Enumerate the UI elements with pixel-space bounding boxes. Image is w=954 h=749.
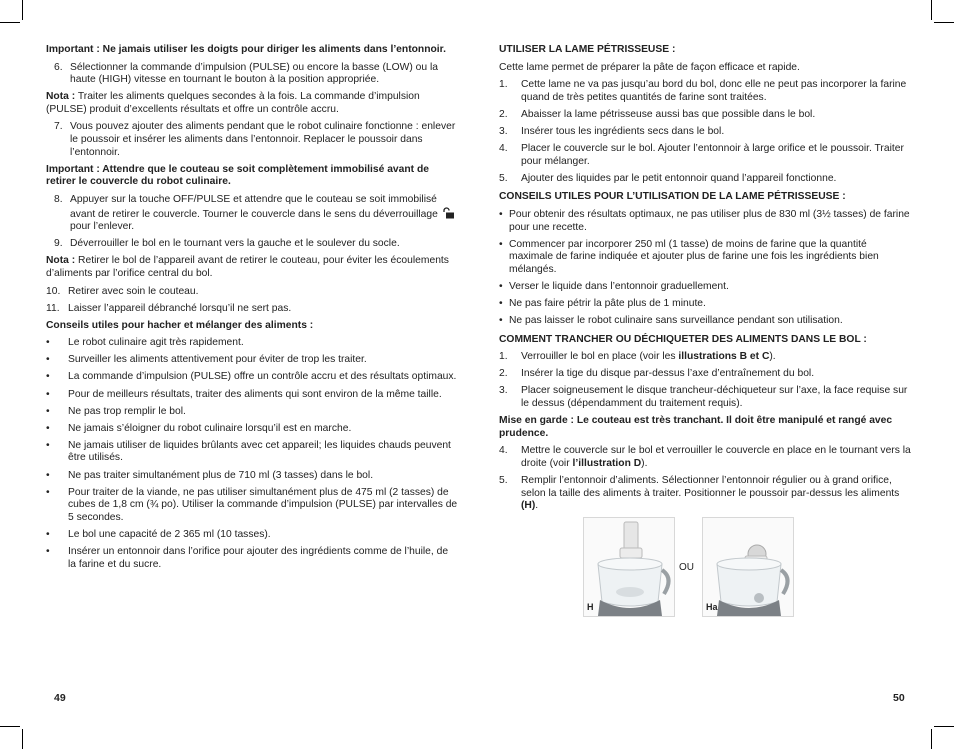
step-2: [499, 109, 911, 122]
step-ref: l’illustration D: [572, 457, 642, 469]
list-item: [46, 406, 458, 419]
bullet: •: [499, 298, 503, 309]
list-item-text: Le bol une capacité de 2 365 ml (10 tasses).: [68, 528, 271, 540]
step-number: 3.: [499, 385, 508, 397]
step-9: [46, 238, 458, 251]
list-item: [46, 529, 458, 542]
list-item-text: Ne pas laisser le robot culinaire sans surveillance pendant son utilisation.: [509, 315, 843, 327]
note-bowl: [46, 255, 458, 280]
step-text: Vous pouvez ajouter des aliments pendant que le robot culinaire fonctionne : enlever le poussoir et insérer les aliments dans l’entonnoir. Replacer le poussoir dans l’entonnoir.: [70, 121, 456, 158]
step-number: 4.: [499, 143, 508, 155]
tips-list: [46, 337, 458, 571]
step-text: Appuyer sur la touche OFF/PULSE et attendre que le couteau se soit immobilisé avant de retirer le couvercle. Tourner le couvercle dans le sens du déverrouillage: [70, 193, 438, 220]
bullet: •: [46, 371, 50, 383]
step-8: [46, 194, 458, 234]
step-10: [46, 286, 458, 299]
list-item: [46, 337, 458, 350]
step-text: pour l’enlever.: [70, 221, 135, 233]
step-text: Sélectionner la commande d’impulsion (PULSE) ou encore la basse (LOW) ou la haute (HIGH) vitesse en tournant le bouton à la position appropriée.: [70, 61, 439, 86]
bullet: •: [499, 238, 503, 250]
right-page: [499, 44, 911, 627]
list-item: [46, 354, 458, 367]
bullet: •: [46, 486, 50, 498]
bullet: •: [46, 422, 50, 434]
note-text: Traiter les aliments quelques secondes à la fois. La commande d’impulsion (PULSE) produit d’excellents résultats et offre un contrôle accru.: [46, 91, 420, 115]
crop-mark: [931, 0, 932, 20]
list-item: [499, 209, 911, 234]
step-text: Ajouter des liquides par le petit entonnoir quand l’appareil fonctionne.: [521, 172, 837, 184]
intro-text: Cette lame permet de préparer la pâte de façon efficace et rapide.: [499, 61, 800, 73]
step-number: 5.: [499, 172, 508, 184]
list-item: [46, 487, 458, 525]
list-item-text: Ne jamais utiliser de liquides brûlants avec cet appareil; les liquides chauds peuvent être utilisés.: [68, 439, 451, 464]
list-item: [46, 371, 458, 384]
bullet: •: [46, 546, 50, 557]
bullet: •: [46, 337, 50, 349]
step-number: 10.: [46, 285, 61, 297]
step-number: 1.: [499, 79, 508, 91]
important-fingers: Important : Ne jamais utiliser les doigts pour diriger les aliments dans l’entonnoir.: [46, 44, 446, 55]
step-text: Déverrouiller le bol en le tournant vers la gauche et le soulever du socle.: [70, 238, 400, 250]
unlock-icon: [441, 207, 455, 219]
illustrations: [499, 517, 911, 627]
step-number: 1.: [499, 351, 508, 363]
list-item: [46, 423, 458, 436]
step-number: 2.: [499, 368, 508, 380]
page-number-right: 50: [893, 692, 905, 704]
step-5: [499, 475, 911, 513]
list-item-text: Verser le liquide dans l’entonnoir graduellement.: [509, 280, 729, 292]
step-1: [499, 79, 911, 104]
list-item-text: Pour traiter de la viande, ne pas utiliser simultanément plus de 475 ml (2 tasses) de cubes de 1,8 cm (¾ po). Utiliser la commande d’impulsion (PULSE) par intervalles de 5 secondes.: [68, 486, 458, 523]
illustration-h: [583, 517, 675, 617]
step-text: Insérer tous les ingrédients secs dans le bol.: [521, 125, 725, 137]
section-heading: COMMENT TRANCHER OU DÉCHIQUETER DES ALIMENTS DANS LE BOL :: [499, 333, 867, 345]
step-3: [499, 126, 911, 139]
step-5: [499, 173, 911, 186]
step-text: Abaisser la lame pétrisseuse aussi bas que possible dans le bol.: [521, 108, 816, 120]
list-item-text: La commande d’impulsion (PULSE) offre un contrôle accru et des résultats optimaux.: [68, 371, 457, 383]
step-number: 4.: [499, 445, 508, 457]
list-item: [499, 298, 911, 311]
step-text: .: [535, 500, 539, 512]
bullet: •: [46, 469, 50, 481]
step-number: 6.: [54, 61, 63, 73]
list-item-text: Le robot culinaire agit très rapidement.: [68, 337, 244, 349]
list-item: [499, 315, 911, 328]
list-item-text: Commencer par incorporer 250 ml (1 tasse) de moins de farine que la quantité maximale de farine indiquée et ajouter plus de farine une fois les ingrédients bien mélangés.: [509, 238, 879, 275]
step-text: ).: [769, 351, 776, 363]
list-item-text: Ne jamais s’éloigner du robot culinaire lorsqu’il est en marche.: [68, 422, 352, 434]
step-text: Remplir l’entonnoir d’aliments. Sélectionner l’entonnoir régulier ou à grand orifice, selon la taille des aliments à traiter. Positionner le poussoir par-dessus les aliments: [521, 475, 900, 499]
step-ref: illustrations B et C: [678, 351, 770, 363]
bullet: •: [46, 354, 50, 366]
crop-mark: [0, 726, 20, 727]
list-item: [46, 546, 458, 571]
list-item: [46, 389, 458, 402]
list-item: [46, 470, 458, 483]
list-item-text: Surveiller les aliments attentivement pour éviter de trop les traiter.: [68, 354, 367, 366]
list-item-text: Ne pas trop remplir le bol.: [68, 405, 186, 417]
food-processor-illustration: [584, 518, 675, 617]
list-item-text: Ne pas traiter simultanément plus de 710 ml (3 tasses) dans le bol.: [68, 469, 374, 481]
bullet: •: [46, 528, 50, 540]
crop-mark: [22, 0, 23, 20]
list-item-text: Pour de meilleurs résultats, traiter des aliments qui sont environ de la même taille.: [68, 388, 442, 400]
step-text: Mettre le couvercle sur le bol et verrouiller le couvercle en place en le tournant vers la droite (voir: [521, 445, 911, 469]
step-3: [499, 385, 911, 410]
note-label: Nota :: [46, 91, 76, 103]
section-heading: CONSEILS UTILES POUR L’UTILISATION DE LA LAME PÉTRISSEUSE :: [499, 191, 846, 203]
list-item-text: Ne pas faire pétrir la pâte plus de 1 minute.: [509, 298, 706, 309]
bullet: •: [46, 405, 50, 417]
step-4: [499, 143, 911, 168]
dough-steps: [499, 79, 911, 185]
important-wait: Important : Attendre que le couteau se soit complètement immobilisé avant de retirer le couvercle du robot culinaire.: [46, 163, 429, 188]
bullet: •: [46, 388, 50, 400]
step-number: 8.: [54, 193, 63, 205]
list-item-text: Insérer un entonnoir dans l’orifice pour ajouter des ingrédients comme de l’huile, de la farine et du sucre.: [68, 546, 449, 570]
bullet: •: [499, 315, 503, 327]
page-number-left: 49: [54, 692, 66, 704]
left-page: [46, 44, 458, 576]
bullet: •: [46, 439, 50, 451]
step-number: 7.: [54, 121, 63, 133]
step-text: Verrouiller le bol en place (voir les: [521, 351, 676, 363]
crop-mark: [934, 726, 954, 727]
step-text: ).: [641, 457, 648, 469]
dough-tips-list: [499, 209, 911, 328]
bullet: •: [499, 280, 503, 292]
step-number: 11.: [46, 302, 60, 314]
list-item: [499, 239, 911, 277]
step-number: 3.: [499, 125, 508, 137]
step-text: Placer soigneusement le disque trancheur-déchiqueteur sur l’axe, la face requise sur le dessus (dépendamment du traitement requis).: [521, 385, 908, 410]
illustration-label: H: [587, 601, 594, 612]
note-label: Nota :: [46, 255, 76, 267]
step-text: Insérer la tige du disque par-dessus l’axe d’entraînement du bol.: [521, 368, 815, 380]
crop-mark: [934, 22, 954, 23]
list-item: [46, 440, 458, 465]
step-2: [499, 368, 911, 381]
note-pulse: [46, 91, 458, 116]
illustration-label: Ha: [706, 601, 718, 612]
bullet: •: [499, 208, 503, 220]
step-text: Laisser l’appareil débranché lorsqu’il ne sert pas.: [68, 302, 292, 314]
step-text: Retirer avec soin le couteau.: [68, 285, 199, 297]
note-text: Retirer le bol de l’appareil avant de retirer le couteau, pour éviter les écoulements d’aliments par l’orifice central du bol.: [46, 255, 449, 279]
step-text: Placer le couvercle sur le bol. Ajouter l’entonnoir à large orifice et le poussoir. Traiter pour mélanger.: [521, 143, 904, 167]
step-number: 2.: [499, 108, 508, 120]
tips-heading: Conseils utiles pour hacher et mélanger des aliments :: [46, 319, 314, 331]
step-4: [499, 445, 911, 470]
warning-text: Mise en garde : Le couteau est très tranchant. Il doit être manipulé et rangé avec prudence.: [499, 415, 893, 439]
illustration-ha: [702, 517, 794, 617]
section-heading: UTILISER LA LAME PÉTRISSEUSE :: [499, 44, 676, 55]
step-text: Cette lame ne va pas jusqu’au bord du bol, donc elle ne peut pas incorporer la farine quand de très petites quantités de farine sont traitées.: [521, 79, 907, 103]
crop-mark: [22, 729, 23, 749]
step-6: [46, 62, 458, 87]
step-number: 9.: [54, 238, 63, 250]
step-number: 5.: [499, 475, 508, 487]
step-7: [46, 121, 458, 159]
list-item-text: Pour obtenir des résultats optimaux, ne pas utiliser plus de 830 ml (3½ tasses) de farine pour une recette.: [509, 208, 910, 233]
list-item: [499, 281, 911, 294]
step-ref: (H): [521, 500, 536, 512]
crop-mark: [0, 22, 20, 23]
step-1: [499, 351, 911, 364]
step-11: [46, 303, 458, 316]
or-label: OU: [679, 562, 694, 574]
crop-mark: [931, 729, 932, 749]
